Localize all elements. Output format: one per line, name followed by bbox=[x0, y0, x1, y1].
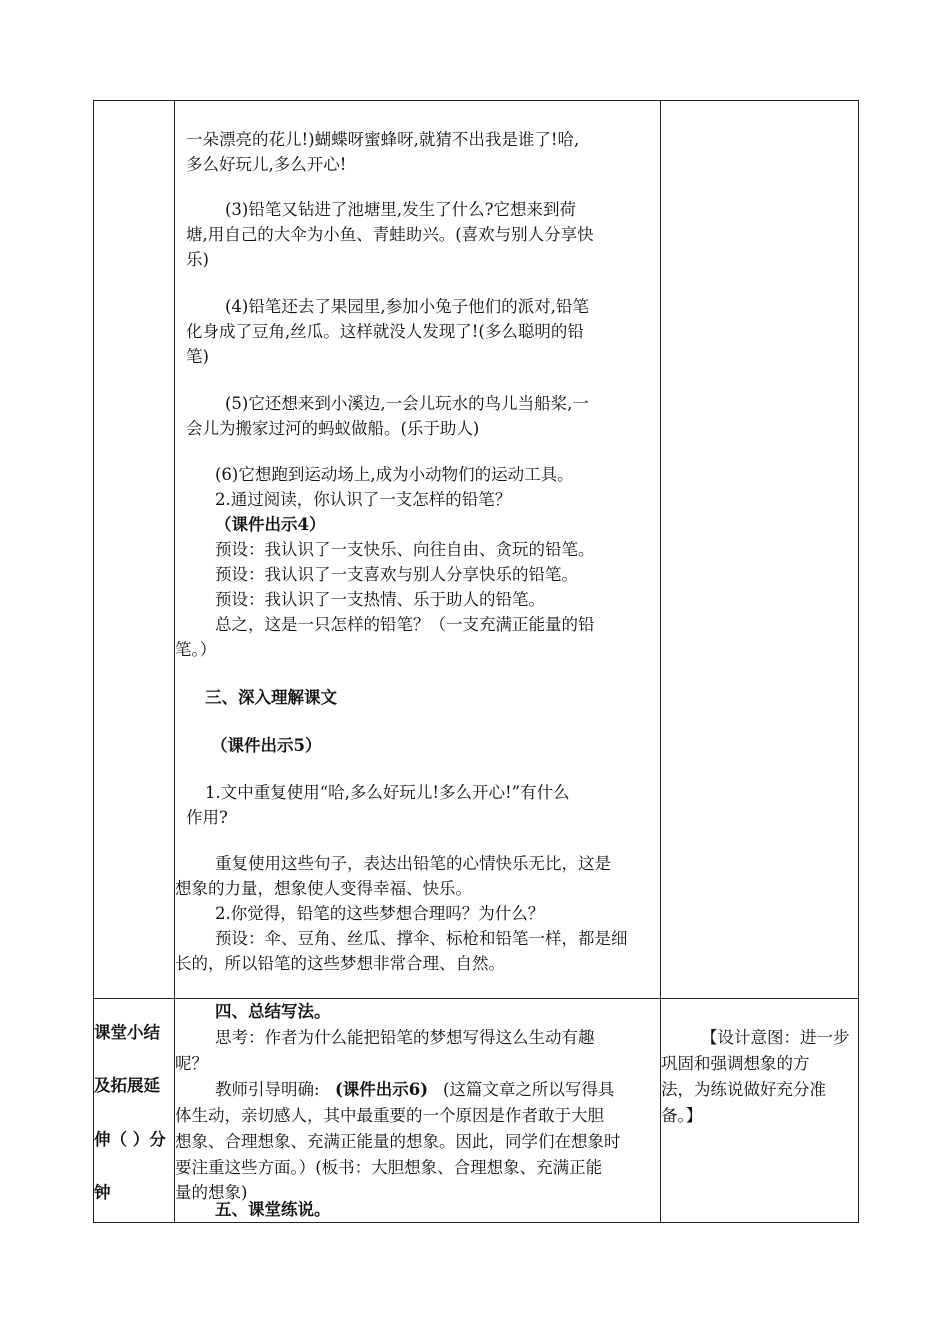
row-label-line: 及拓展延 bbox=[94, 1076, 160, 1095]
label-cell bbox=[94, 101, 175, 999]
design-note-line: 备。】 bbox=[661, 1106, 703, 1125]
text-line: 想象的力量，想象使人变得幸福、快乐。 bbox=[175, 879, 472, 898]
text-line: 长的，所以铅笔的这些梦想非常合理、自然。 bbox=[175, 954, 505, 973]
text-line: (4)铅笔还去了果园里,参加小兔子他们的派对,铅笔 bbox=[225, 297, 589, 316]
notes-cell bbox=[661, 999, 859, 1223]
section-heading: 三、深入理解课文 bbox=[205, 688, 337, 707]
text-line: 预设：伞、豆角、丝瓜、撑伞、标枪和铅笔一样，都是细 bbox=[215, 929, 628, 948]
text-line: 呢？ bbox=[175, 1054, 208, 1073]
text-line: 乐) bbox=[186, 250, 209, 269]
text-line: (3)铅笔又钻进了池塘里,发生了什么?它想来到荷 bbox=[225, 200, 576, 219]
text-line: 预设：我认识了一支喜欢与别人分享快乐的铅笔。 bbox=[215, 565, 578, 584]
design-note-line: 法，为练说做好充分准 bbox=[661, 1080, 826, 1099]
design-note-line: 【设计意图：进一步 bbox=[701, 1028, 850, 1047]
row-label-line: 钟 bbox=[94, 1183, 111, 1202]
text-line: 塘,用自己的大伞为小鱼、青蛙助兴。(喜欢与别人分享快 bbox=[186, 225, 594, 244]
text-line: 预设：我认识了一支热情、乐于助人的铅笔。 bbox=[215, 590, 545, 609]
design-note-line: 巩固和强调想象的方 bbox=[661, 1054, 810, 1073]
section-note: (课件出示6) bbox=[335, 1080, 429, 1099]
text-line: 思考：作者为什么能把铅笔的梦想写得这么生动有趣 bbox=[215, 1028, 595, 1047]
section-note: （课件出示4） bbox=[215, 515, 326, 534]
text-line: 2.通过阅读，你认识了一支怎样的铅笔？ bbox=[215, 490, 512, 509]
text-line: 多么好玩儿,多么开心! bbox=[186, 155, 347, 174]
text-line: 教师引导明确: bbox=[215, 1080, 320, 1099]
section-note: （课件出示5） bbox=[211, 736, 322, 755]
notes-cell bbox=[661, 101, 859, 999]
text-line: 体生动，亲切感人，其中最重要的一个原因是作者敢于大胆 bbox=[175, 1106, 604, 1125]
label-cell bbox=[94, 999, 175, 1223]
text-line: 想象、合理想象、充满正能量的想象。因此，同学们在想象时 bbox=[175, 1132, 621, 1151]
content-cell bbox=[175, 999, 661, 1223]
table-row bbox=[94, 999, 859, 1223]
text-line: 要注重这些方面。）(板书：大胆想象、合理想象、充满正能 bbox=[175, 1158, 603, 1177]
text-line: 一朵漂亮的花儿!)蝴蝶呀蜜蜂呀,就猜不出我是谁了!哈, bbox=[186, 130, 580, 149]
section-heading: 五、课堂练说。 bbox=[215, 1200, 331, 1219]
text-line: 1.文中重复使用“哈,多么好玩儿!多么开心!”有什么 bbox=[205, 783, 570, 802]
text-line: 量的想象) bbox=[175, 1183, 248, 1202]
text-line: 2.你觉得，铅笔的这些梦想合理吗？为什么？ bbox=[215, 904, 545, 923]
text-line: 笔。） bbox=[175, 640, 217, 659]
text-line: (5)它还想来到小溪边,一会儿玩水的鸟儿当船桨,一 bbox=[225, 394, 589, 413]
text-line: 化身成了豆角,丝瓜。这样就没人发现了!(多么聪明的铅 bbox=[186, 322, 584, 341]
table-row bbox=[94, 101, 859, 999]
section-heading: 四、总结写法。 bbox=[215, 1002, 331, 1021]
text-line: 作用? bbox=[186, 808, 228, 827]
text-line: 会儿为搬家过河的蚂蚁做船。(乐于助人) bbox=[186, 419, 480, 438]
text-line: (这篇文章之所以写得具 bbox=[443, 1080, 615, 1099]
text-line: 预设：我认识了一支快乐、向往自由、贪玩的铅笔。 bbox=[215, 540, 595, 559]
text-line: 重复使用这些句子，表达出铅笔的心情快乐无比，这是 bbox=[215, 854, 611, 873]
lesson-plan-table bbox=[93, 100, 859, 1223]
row-label-line: 伸（ ）分 bbox=[94, 1130, 166, 1149]
row-label-line: 课堂小结 bbox=[94, 1023, 160, 1042]
content-cell bbox=[175, 101, 661, 999]
text-line: 总之，这是一只怎样的铅笔？（一支充满正能量的铅 bbox=[215, 615, 595, 634]
text-line: (6)它想跑到运动场上,成为小动物们的运动工具。 bbox=[215, 465, 574, 484]
text-line: 笔) bbox=[186, 347, 209, 366]
